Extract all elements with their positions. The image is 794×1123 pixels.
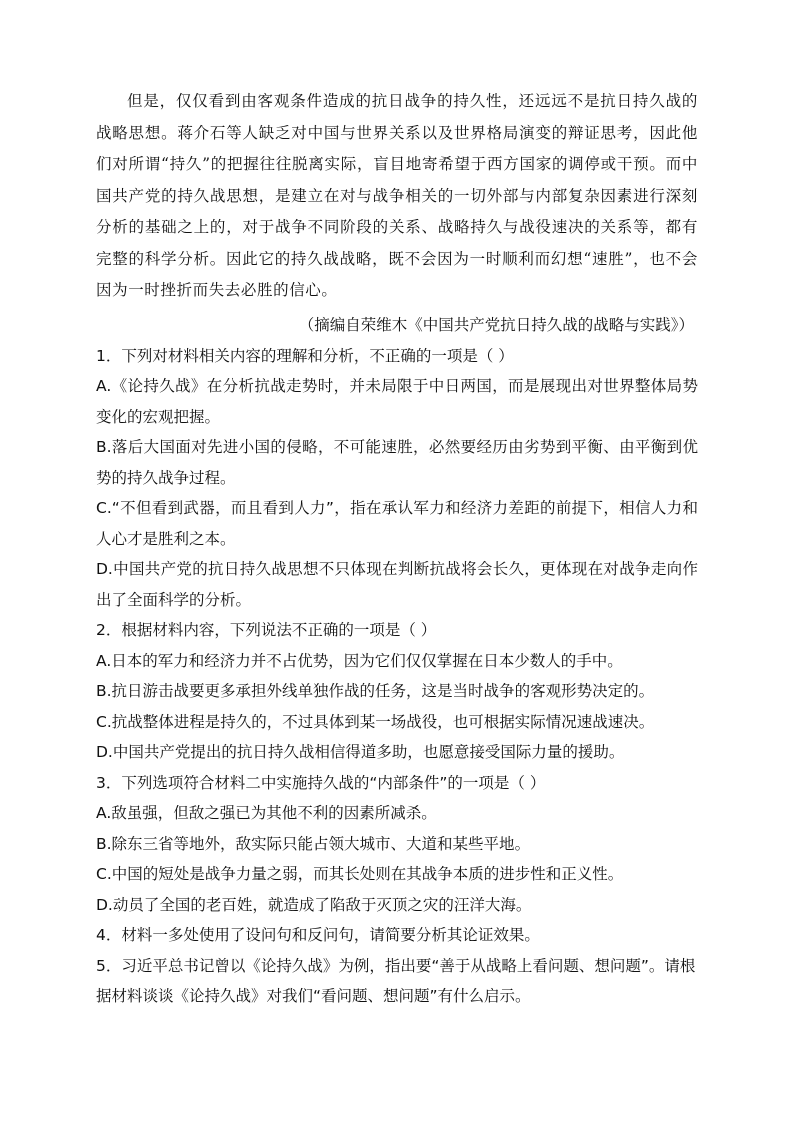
question-stem: 2．根据材料内容，下列说法不正确的一项是（ ） <box>96 621 437 639</box>
option-b: B.落后大国面对先进小国的侵略，不可能速胜，必然要经历由劣势到平衡、由平衡到优势的持久战争过程。 <box>96 438 698 487</box>
option-d: D.动员了全国的老百姓，就造成了陷敌于灭顶之灾的汪洋大海。 <box>96 895 532 914</box>
option-a: A.《论持久战》在分析抗战走势时，并未局限于中日两国，而是展现出对世界整体局势变化的宏观把握。 <box>96 377 698 426</box>
option-c: C.“不但看到武器，而且看到人力”，指在承认军力和经济力差距的前提下，相信人力和人心才是胜利之本。 <box>96 499 698 548</box>
option-c: C.中国的短处是战争力量之弱，而其长处则在其战争本质的进步性和正义性。 <box>96 865 624 883</box>
question-stem: 1．下列对材料相关内容的理解和分析，不正确的一项是（ ） <box>96 346 514 365</box>
question-4 <box>96 920 698 951</box>
option-b: B.除东三省等地外，敌实际只能占领大城市、大道和某些平地。 <box>96 834 531 853</box>
question-2 <box>96 615 698 768</box>
question-5 <box>96 951 698 1012</box>
option-d: D.中国共产党的抗日持久战思想不只体现在判断抗战将会长久，更体现在对战争走向作出了全面科学的分析。 <box>96 560 698 609</box>
question-stem: 4．材料一多处使用了设问句和反问句，请简要分析其论证效果。 <box>96 926 540 944</box>
question-stem: 3．下列选项符合材料二中实施持久战的“内部条件”的一项是（ ） <box>96 773 546 792</box>
passage-source: （摘编自荣维木《中国共产党抗日持久战的战略与实践》） <box>298 315 694 334</box>
question-stem: 5．习近平总书记曾以《论持久战》为例，指出要“善于从战略上看问题、想问题”。请根据材料谈谈《论持久战》对我们“看问题、想问题”有什么启示。 <box>96 956 696 1005</box>
option-c: C.抗战整体进程是持久的，不过具体到某一场战役，也可根据实际情况速战速决。 <box>96 712 655 731</box>
option-b: B.抗日游击战要更多承担外线单独作战的任务，这是当时战争的客观形势决定的。 <box>96 682 655 700</box>
question-3 <box>96 768 698 921</box>
passage-paragraph: 但是，仅仅看到由客观条件造成的抗日战争的持久性，还远远不是抗日持久战的战略思想。蒋介石等人缺乏对中国与世界关系以及世界格局演变的辩证思考，因此他们对所谓“持久”的把握往往脱离实际，盲目地寄希望于西方国家的调停或干预。而中国共产党的持久战思想，是建立在对与战争相关的一切外部与内部复杂因素进行深刻分析的基础之上的，对于战争不同阶段的关系、战略持久与战役速决的关系等，都有完整的科学分析。因此它的持久战战略，既不会因为一时顺利而幻想“速胜”，也不会因为一时挫折而失去必胜的信心。 <box>96 92 698 299</box>
document-page <box>96 86 698 1012</box>
question-1 <box>96 341 698 616</box>
option-a: A.敌虽强，但敌之强已为其他不利的因素所减杀。 <box>96 804 437 822</box>
option-d: D.中国共产党提出的抗日持久战相信得道多助，也愿意接受国际力量的援助。 <box>96 743 625 761</box>
option-a: A.日本的军力和经济力并不占优势，因为它们仅仅掌握在日本少数人的手中。 <box>96 651 623 670</box>
